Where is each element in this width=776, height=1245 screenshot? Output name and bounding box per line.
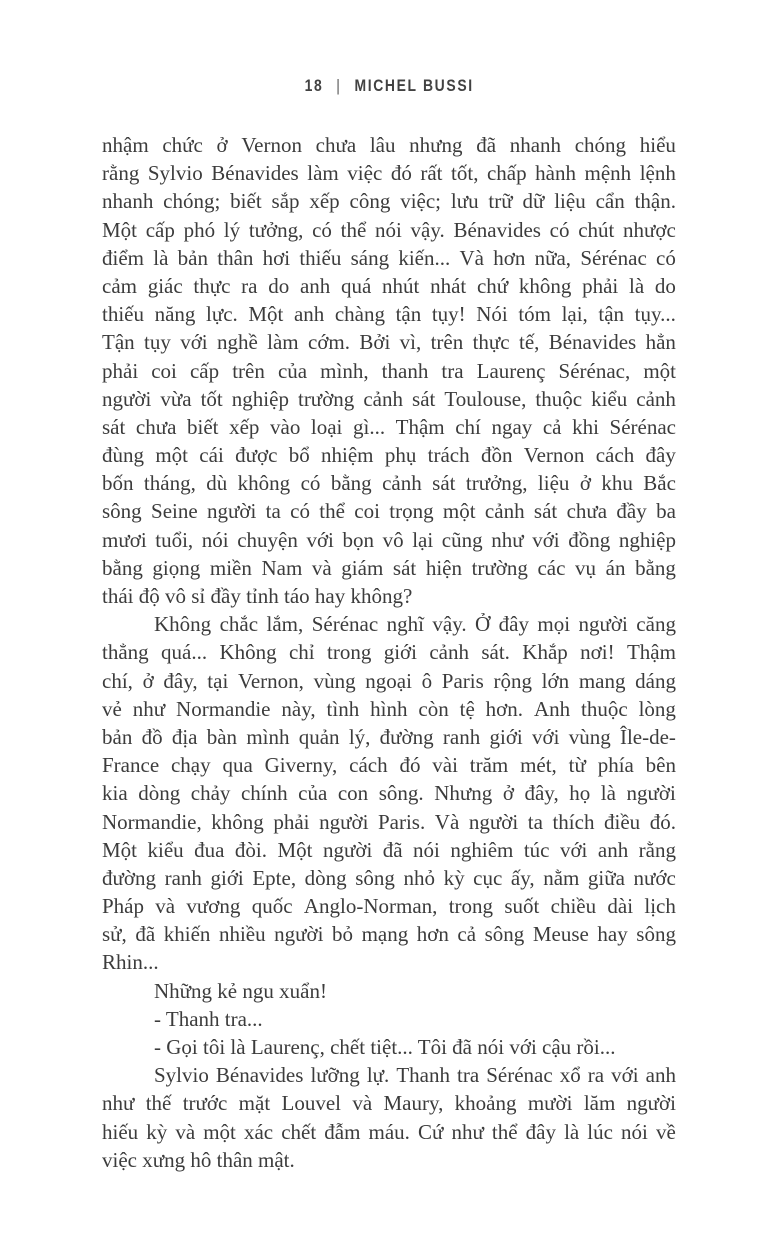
text-line: Một cấp phó lý tưởng, có thể nói vậy. Bénavides có chút nhược <box>102 217 676 242</box>
page-text <box>102 131 676 1174</box>
text-line: Một kiểu đua đòi. Một người đã nói nghiêm túc với anh rằng <box>102 837 676 862</box>
running-header <box>102 76 676 96</box>
text-line: kia dòng chảy chính của con sông. Nhưng ở đây, họ là người <box>102 781 676 806</box>
paragraph <box>102 1005 676 1033</box>
paragraph <box>102 1033 676 1061</box>
text-line: Không chắc lắm, Sérénac nghĩ vậy. Ở đây mọi người căng <box>154 612 676 637</box>
text-line: đùng một cái được bổ nhiệm phụ trách đồn Vernon cách đây <box>102 443 676 468</box>
text-line: cảm giác thực ra do anh quá nhút nhát chứ không phải là do <box>102 273 676 298</box>
text-line: việc xưng hô thân mật. <box>102 1147 295 1172</box>
text-line: thái độ vô sỉ đầy tỉnh táo hay không? <box>102 584 413 608</box>
paragraph <box>102 1061 676 1174</box>
text-line: Những kẻ ngu xuẩn! <box>154 978 327 1003</box>
text-line: điểm là bản thân hơi thiếu sáng kiến... Và hơn nữa, Sérénac có <box>102 245 676 270</box>
paragraph <box>102 131 676 610</box>
text-line: chí, ở đây, tại Vernon, vùng ngoại ô Paris rộng lớn mang dáng <box>102 668 676 693</box>
text-line: thẳng quá... Không chỉ trong giới cảnh sát. Khắp nơi! Thậm <box>102 640 676 665</box>
text-line: Rhin... <box>102 950 159 975</box>
text-line: như thế trước mặt Louvel và Maury, khoảng mười lăm người <box>102 1091 676 1116</box>
paragraph <box>102 977 676 1005</box>
text-line: Pháp và vương quốc Anglo-Norman, trong suốt chiều dài lịch <box>102 894 676 919</box>
text-line: Sylvio Bénavides lưỡng lự. Thanh tra Sérénac xổ ra với anh <box>154 1063 676 1088</box>
text-line: thiếu năng lực. Một anh chàng tận tụy! Nói tóm lại, tận tụy... <box>102 302 676 327</box>
text-line: nhậm chức ở Vernon chưa lâu nhưng đã nhanh chóng hiểu <box>102 133 676 157</box>
text-line: phải coi cấp trên của mình, thanh tra Laurenç Sérénac, một <box>102 358 676 383</box>
text-line: Normandie, không phải người Paris. Và người ta thích điều đó. <box>102 809 676 834</box>
text-line: France chạy qua Giverny, cách đó vài trăm mét, từ phía bên <box>102 753 676 778</box>
text-line: sử, đã khiến nhiều người bỏ mạng hơn cả sông Meuse hay sông <box>102 922 676 947</box>
text-line: nhanh chóng; biết sắp xếp công việc; lưu trữ dữ liệu cẩn thận. <box>102 189 676 214</box>
paragraph <box>102 610 676 976</box>
text-line: vẻ như Normandie này, tình hình còn tệ hơn. Anh thuộc lòng <box>102 696 676 721</box>
text-line: - Thanh tra... <box>154 1006 263 1031</box>
text-line: bản đồ địa bàn mình quản lý, đường ranh giới với vùng Île-de- <box>102 724 676 749</box>
text-line: sông Seine người ta có thể coi trọng một cảnh sát chưa đầy ba <box>102 499 676 524</box>
author-name: MICHEL BUSSI <box>354 76 474 95</box>
text-line: bằng giọng miền Nam và giám sát hiện trường các vụ án bằng <box>102 555 676 580</box>
text-line: hiếu kỳ và một xác chết đẫm máu. Cứ như thể đây là lúc nói về <box>102 1119 676 1144</box>
text-line: - Gọi tôi là Laurenç, chết tiệt... Tôi đã nói với cậu rồi... <box>154 1035 616 1059</box>
text-line: sát chưa biết xếp vào loại gì... Thậm chí ngay cả khi Sérénac <box>102 414 676 439</box>
text-line: người vừa tốt nghiệp trường cảnh sát Toulouse, thuộc kiểu cảnh <box>102 386 676 411</box>
text-line: Tận tụy với nghề làm cớm. Bởi vì, trên thực tế, Bénavides hẳn <box>102 330 676 355</box>
page-number: 18 <box>304 76 324 95</box>
text-line: đường ranh giới Epte, dòng sông nhỏ kỳ cục ấy, nằm giữa nước <box>102 865 676 890</box>
running-header-text <box>304 76 473 96</box>
header-separator: | <box>336 76 342 95</box>
text-line: mươi tuổi, nói chuyện với bọn vô lại cũng như với đồng nghiệp <box>102 527 676 552</box>
text-line: rằng Sylvio Bénavides làm việc đó rất tốt, chấp hành mệnh lệnh <box>102 161 676 186</box>
text-line: bốn tháng, dù không có bằng cảnh sát trưởng, liệu ở khu Bắc <box>102 471 676 496</box>
